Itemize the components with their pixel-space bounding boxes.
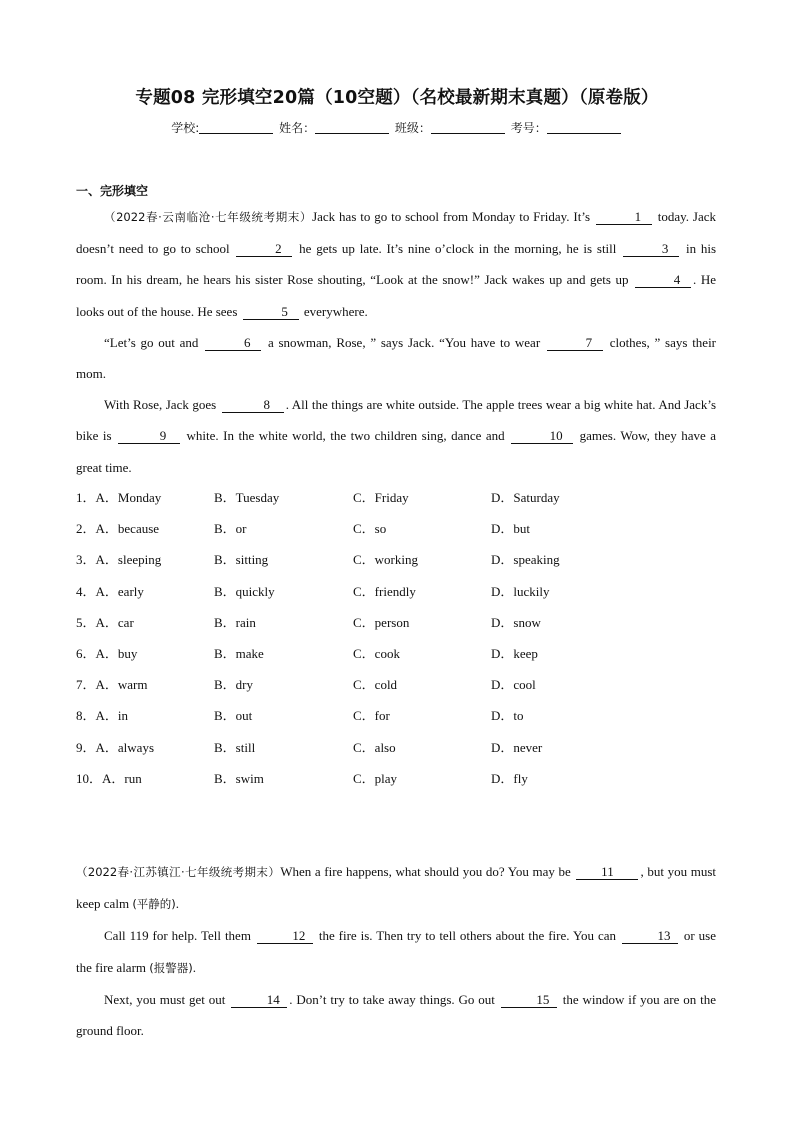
passage-2	[76, 856, 716, 1046]
question-number: 8．	[76, 708, 96, 724]
question-3-option-c: C．working	[353, 552, 419, 568]
answer-options	[76, 482, 696, 794]
section-heading: 一、完形填空	[76, 184, 149, 198]
question-10-option-a	[76, 763, 142, 794]
question-number: 10．	[76, 770, 103, 786]
passage-1-paragraph-3	[76, 389, 716, 483]
text: , but you must keep calm	[76, 864, 717, 912]
question-number: 4．	[76, 583, 96, 599]
blank-4: 4	[635, 273, 691, 288]
question-row-2	[76, 513, 696, 544]
text: white. In the white world, the two children sing, dance and	[186, 428, 505, 444]
question-6-option-d: D．keep	[491, 645, 538, 661]
option-a: A．early	[95, 583, 144, 599]
blank-12: 12	[257, 929, 313, 944]
question-10-option-b: B．swim	[214, 770, 264, 786]
blank-2: 2	[236, 242, 292, 257]
question-8-option-b: B．out	[214, 708, 253, 724]
page-title: 专题08 完形填空20篇（10空题）（名校最新期末真题）（原卷版）	[135, 88, 659, 108]
blank-9: 9	[118, 429, 180, 444]
question-5-option-b: B．rain	[214, 614, 256, 630]
text: the fire is. Then try to tell others about the fire. You can	[318, 928, 617, 944]
blank-15: 15	[501, 993, 557, 1008]
question-number: 5．	[76, 614, 96, 630]
question-4-option-c: C．friendly	[353, 583, 416, 599]
blank-8: 8	[222, 398, 284, 413]
option-a: A．always	[95, 739, 155, 755]
question-8-option-d: D．to	[491, 708, 524, 724]
option-a: A．Monday	[95, 490, 162, 505]
question-3-option-d: D．speaking	[491, 552, 560, 568]
exam-number-label: 考号：	[510, 121, 547, 135]
name-blank	[315, 121, 389, 134]
school-label: 学校:	[171, 121, 200, 135]
passage-1	[76, 201, 716, 483]
question-4-option-d: D．luckily	[491, 583, 550, 599]
blank-3: 3	[623, 242, 679, 257]
question-5-option-a	[76, 607, 134, 638]
question-9-option-a	[76, 732, 154, 763]
option-a: A．car	[95, 614, 134, 630]
question-2-option-d: D．but	[491, 521, 531, 537]
text: .	[175, 896, 180, 912]
question-number: 6．	[76, 645, 96, 661]
text: games. Wow, they have a great time.	[76, 428, 716, 475]
passage-2-paragraph-3	[76, 984, 716, 1046]
question-10-option-d: D．fly	[491, 770, 528, 786]
question-8-option-a	[76, 700, 128, 731]
blank-6: 6	[205, 336, 261, 351]
class-blank	[431, 121, 505, 134]
option-a: A．buy	[95, 645, 138, 661]
blank-1: 1	[596, 210, 652, 225]
passage-2-source: （2022春·江苏镇江·七年级统考期末）	[76, 865, 281, 879]
question-4-option-b: B．quickly	[214, 583, 275, 599]
text: Call 119 for help. Tell them	[104, 928, 251, 944]
question-5-option-d: D．snow	[491, 614, 541, 630]
passage-1-source: （2022春·云南临沧·七年级统考期末）	[104, 210, 313, 224]
text: today. Jack doesn’t need to go to school	[76, 209, 717, 257]
question-9-option-c: C．also	[353, 739, 396, 755]
text: Next, you must get out	[104, 991, 226, 1007]
text: he gets up late. It’s nine o’clock in the morning, he is still	[299, 241, 617, 257]
text: .	[192, 959, 196, 975]
question-2-option-a	[76, 513, 159, 544]
option-a: A．because	[95, 521, 160, 537]
blank-10: 10	[511, 429, 573, 444]
text: the window if you are on the ground floor.	[76, 991, 717, 1039]
question-5-option-c: C．person	[353, 614, 410, 630]
question-9-option-d: D．never	[491, 739, 543, 755]
text: When a fire happens, what should you do? You may be	[280, 864, 571, 879]
question-7-option-d: D．cool	[491, 677, 536, 693]
blank-13: 13	[622, 929, 678, 944]
text: With Rose, Jack goes	[104, 397, 217, 413]
question-number: 2．	[76, 521, 96, 537]
question-number: 7．	[76, 677, 96, 693]
name-label: 姓名：	[279, 121, 316, 135]
question-row-7	[76, 669, 696, 700]
text: . Don’t try to take away things. Go out	[289, 991, 495, 1007]
blank-14: 14	[231, 993, 287, 1008]
chinese-gloss: (报警器)	[149, 960, 193, 975]
question-7-option-b: B．dry	[214, 677, 254, 693]
question-6-option-a	[76, 638, 137, 669]
text: in his room. In his dream, he hears his sister Rose shouting, “Look at the snow!” Jack wakes up and gets up	[76, 241, 717, 288]
blank-11: 11	[576, 865, 638, 880]
passage-1-paragraph-2	[76, 327, 716, 389]
question-1-option-d: D．Saturday	[491, 490, 560, 505]
class-label: 班级：	[394, 121, 431, 135]
text: “Let’s go out and	[104, 334, 199, 350]
student-info-line	[0, 119, 794, 136]
question-number: 1．	[76, 490, 96, 505]
text: . He looks out of the house. He sees	[76, 272, 716, 319]
question-row-10	[76, 763, 696, 794]
question-8-option-c: C．for	[353, 708, 390, 724]
text: a snowman, Rose, ” says Jack. “You have to wear	[267, 334, 541, 350]
question-1-option-a	[76, 482, 161, 513]
passage-1-paragraph-1	[76, 201, 716, 327]
question-4-option-a	[76, 576, 144, 607]
question-3-option-a	[76, 544, 161, 575]
question-row-6	[76, 638, 696, 669]
question-6-option-b: B．make	[214, 645, 264, 661]
question-row-4	[76, 576, 696, 607]
blank-7: 7	[547, 336, 603, 351]
text: everywhere.	[303, 303, 368, 319]
passage-2-paragraph-2	[76, 920, 716, 983]
option-a: A．warm	[95, 677, 148, 693]
text: clothes, ” says their mom.	[76, 334, 717, 382]
question-9-option-b: B．still	[214, 739, 256, 755]
question-7-option-c: C．cold	[353, 677, 398, 693]
question-7-option-a	[76, 669, 148, 700]
school-blank	[199, 121, 273, 134]
question-number: 3．	[76, 552, 96, 568]
text: or use the fire alarm	[76, 928, 716, 975]
question-10-option-c: C．play	[353, 770, 398, 786]
passage-2-paragraph-1	[76, 856, 716, 920]
exam-number-blank	[547, 121, 621, 134]
question-row-1	[76, 482, 696, 513]
question-1-option-b: B．Tuesday	[214, 490, 280, 505]
question-1-option-c: C．Friday	[353, 490, 409, 505]
option-a: A．in	[95, 708, 129, 724]
question-row-3	[76, 544, 696, 575]
text: Jack has to go to school from Monday to Friday. It’s	[312, 209, 591, 224]
question-row-9	[76, 732, 696, 763]
question-6-option-c: C．cook	[353, 645, 400, 661]
option-a: A．sleeping	[95, 552, 162, 568]
question-row-5	[76, 607, 696, 638]
blank-5: 5	[243, 305, 299, 320]
text: . All the things are white outside. The apple trees wear a big white hat. And Jack’s bike is	[76, 397, 717, 444]
question-2-option-c: C．so	[353, 521, 387, 537]
question-3-option-b: B．sitting	[214, 552, 269, 568]
question-row-8	[76, 700, 696, 731]
option-a: A．run	[102, 770, 142, 786]
question-2-option-b: B．or	[214, 521, 247, 537]
question-number: 9．	[76, 739, 96, 755]
chinese-gloss: (平静的)	[132, 897, 176, 912]
